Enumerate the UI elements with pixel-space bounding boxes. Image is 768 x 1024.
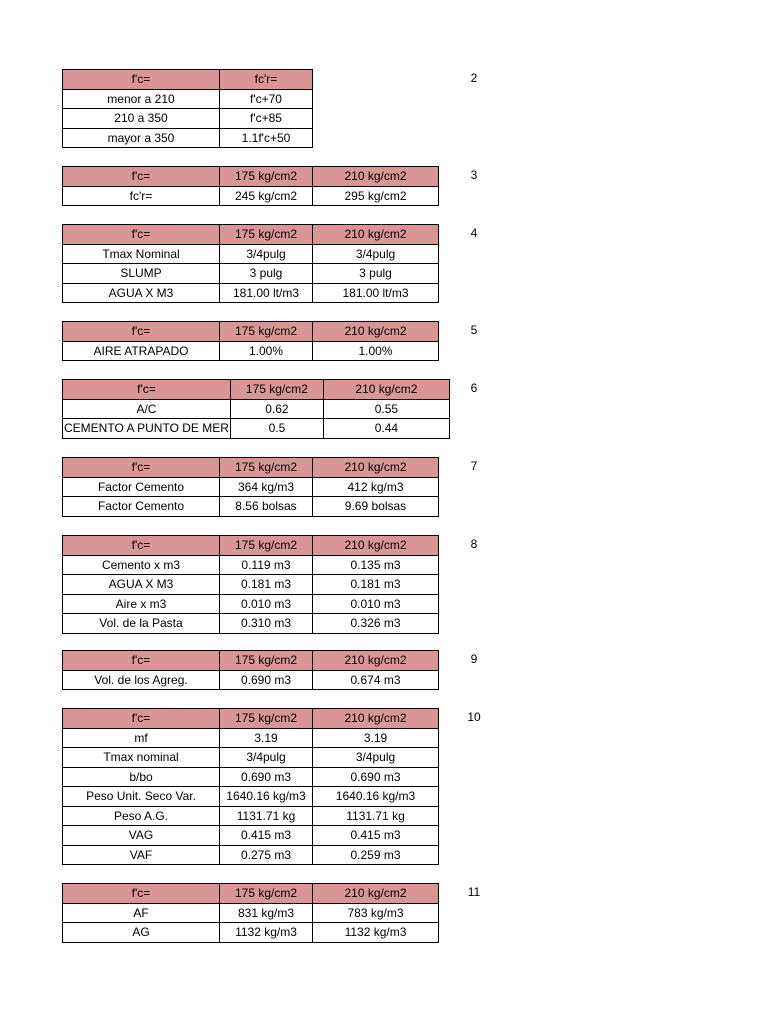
cell[interactable]: 364 kg/m3 bbox=[220, 477, 313, 497]
table-cement-factor bbox=[62, 457, 439, 517]
cell[interactable]: fc'r= bbox=[63, 186, 220, 206]
table-row bbox=[63, 903, 439, 923]
header-row bbox=[63, 322, 439, 342]
header-row bbox=[63, 225, 439, 245]
cell[interactable]: f'c+85 bbox=[220, 109, 313, 129]
cell[interactable]: 210 kg/cm2 bbox=[313, 322, 439, 342]
header-row bbox=[63, 709, 439, 729]
table-water-cement bbox=[62, 379, 450, 439]
cell[interactable]: 0.55 bbox=[323, 399, 449, 419]
cell[interactable]: Vol. de la Pasta bbox=[63, 614, 220, 634]
table-row bbox=[63, 787, 439, 807]
cell[interactable]: f'c= bbox=[63, 167, 220, 187]
cell[interactable]: 0.415 m3 bbox=[313, 826, 439, 846]
cell[interactable]: 210 kg/cm2 bbox=[313, 709, 439, 729]
cell[interactable]: 0.44 bbox=[323, 419, 449, 439]
cell[interactable]: 245 kg/cm2 bbox=[220, 186, 313, 206]
cell[interactable]: f'c= bbox=[63, 884, 220, 904]
cell[interactable]: Vol. de los Agreg. bbox=[63, 670, 220, 690]
cell[interactable]: 0.690 m3 bbox=[220, 670, 313, 690]
cell[interactable]: 0.62 bbox=[230, 399, 323, 419]
cell[interactable]: AGUA X M3 bbox=[63, 575, 220, 595]
cell[interactable]: AIRE ATRAPADO bbox=[63, 341, 220, 361]
cell[interactable]: 783 kg/m3 bbox=[313, 903, 439, 923]
cell[interactable]: Tmax nominal bbox=[63, 748, 220, 768]
table-row bbox=[63, 497, 439, 517]
table-row bbox=[63, 748, 439, 768]
cell[interactable]: 0.326 m3 bbox=[313, 614, 439, 634]
cell[interactable]: 1131.71 kg bbox=[220, 806, 313, 826]
cell[interactable]: Cemento x m3 bbox=[63, 555, 220, 575]
cell[interactable]: 210 a 350 bbox=[63, 109, 220, 129]
section-number: 2 bbox=[470, 71, 478, 85]
cell[interactable]: 0.690 m3 bbox=[220, 767, 313, 787]
cell[interactable]: f'c= bbox=[63, 651, 220, 671]
cell[interactable]: 175 kg/cm2 bbox=[230, 380, 323, 400]
cell[interactable]: 0.415 m3 bbox=[220, 826, 313, 846]
table-row bbox=[63, 128, 313, 148]
section-number: 3 bbox=[470, 168, 478, 182]
table-row bbox=[63, 109, 313, 129]
table-air bbox=[62, 321, 439, 361]
cell[interactable]: 175 kg/cm2 bbox=[220, 167, 313, 187]
table-fcr-values bbox=[62, 166, 439, 206]
cell[interactable]: 0.010 m3 bbox=[220, 594, 313, 614]
cell[interactable]: f'c= bbox=[63, 458, 220, 478]
table-row bbox=[63, 575, 439, 595]
cell[interactable]: A/C bbox=[63, 399, 231, 419]
cell[interactable]: SLUMP bbox=[63, 264, 220, 284]
cell[interactable]: 1131.71 kg bbox=[313, 806, 439, 826]
table-row bbox=[63, 845, 439, 865]
table-aggregates bbox=[62, 708, 439, 865]
cell[interactable]: mayor a 350 bbox=[63, 128, 220, 148]
cell[interactable]: 175 kg/cm2 bbox=[220, 458, 313, 478]
cell[interactable]: menor a 210 bbox=[63, 89, 220, 109]
cell[interactable]: 0.275 m3 bbox=[220, 845, 313, 865]
cell[interactable]: 0.690 m3 bbox=[313, 767, 439, 787]
cell[interactable]: 181.00 lt/m3 bbox=[220, 283, 313, 303]
table-row bbox=[63, 477, 439, 497]
header-row bbox=[63, 380, 450, 400]
table-row bbox=[63, 399, 450, 419]
header-row bbox=[63, 70, 313, 90]
cell[interactable]: CEMENTO A PUNTO DE MER bbox=[63, 419, 231, 439]
cell[interactable]: 0.135 m3 bbox=[313, 555, 439, 575]
cell[interactable]: VAF bbox=[63, 845, 220, 865]
table-row bbox=[63, 767, 439, 787]
table-aggregate-weights bbox=[62, 883, 439, 943]
cell[interactable]: Aire x m3 bbox=[63, 594, 220, 614]
cell[interactable]: 3/4pulg bbox=[313, 748, 439, 768]
cell[interactable]: Factor Cemento bbox=[63, 497, 220, 517]
section-number: 6 bbox=[470, 381, 478, 395]
table-row bbox=[63, 264, 439, 284]
cell[interactable]: 0.119 m3 bbox=[220, 555, 313, 575]
cell[interactable]: 175 kg/cm2 bbox=[220, 225, 313, 245]
cell[interactable]: 0.5 bbox=[230, 419, 323, 439]
cell[interactable]: 295 kg/cm2 bbox=[313, 186, 439, 206]
table-water bbox=[62, 224, 439, 303]
cell[interactable]: Tmax Nominal bbox=[63, 244, 220, 264]
section-number: 5 bbox=[470, 323, 478, 337]
header-row bbox=[63, 651, 439, 671]
cell[interactable]: 1.1f'c+50 bbox=[220, 128, 313, 148]
cell[interactable]: 175 kg/cm2 bbox=[220, 884, 313, 904]
cell[interactable]: 210 kg/cm2 bbox=[313, 651, 439, 671]
cell[interactable]: 1640.16 kg/m3 bbox=[220, 787, 313, 807]
cell[interactable]: 210 kg/cm2 bbox=[313, 536, 439, 556]
section-number: 7 bbox=[470, 459, 478, 473]
cell[interactable]: 831 kg/m3 bbox=[220, 903, 313, 923]
cell[interactable]: 0.310 m3 bbox=[220, 614, 313, 634]
cell[interactable]: Peso A.G. bbox=[63, 806, 220, 826]
table-row bbox=[63, 341, 439, 361]
table-fcr-rules bbox=[62, 69, 313, 148]
cell[interactable]: 0.010 m3 bbox=[313, 594, 439, 614]
table-row bbox=[63, 923, 439, 943]
cell[interactable]: 210 kg/cm2 bbox=[313, 458, 439, 478]
cell[interactable]: f'c= bbox=[63, 380, 231, 400]
cell[interactable]: 0.181 m3 bbox=[313, 575, 439, 595]
section-number: 10 bbox=[467, 710, 481, 724]
table-row bbox=[63, 806, 439, 826]
cell[interactable]: 181.00 lt/m3 bbox=[313, 283, 439, 303]
cell[interactable]: 8.56 bolsas bbox=[220, 497, 313, 517]
table-row bbox=[63, 186, 439, 206]
table-row bbox=[63, 244, 439, 264]
cell[interactable]: 210 kg/cm2 bbox=[313, 225, 439, 245]
cell[interactable]: 1132 kg/m3 bbox=[313, 923, 439, 943]
section-number: 9 bbox=[470, 652, 478, 666]
cell[interactable]: 210 kg/cm2 bbox=[313, 167, 439, 187]
header-row bbox=[63, 536, 439, 556]
cell[interactable]: 3/4pulg bbox=[313, 244, 439, 264]
cell[interactable]: AG bbox=[63, 923, 220, 943]
cell[interactable]: 1.00% bbox=[220, 341, 313, 361]
cell[interactable]: 0.181 m3 bbox=[220, 575, 313, 595]
cell[interactable]: AGUA X M3 bbox=[63, 283, 220, 303]
cell[interactable]: Peso Unit. Seco Var. bbox=[63, 787, 220, 807]
cell[interactable]: b/bo bbox=[63, 767, 220, 787]
cell[interactable]: 210 kg/cm2 bbox=[313, 884, 439, 904]
cell[interactable]: 412 kg/m3 bbox=[313, 477, 439, 497]
table-row bbox=[63, 594, 439, 614]
cell[interactable]: f'c= bbox=[63, 709, 220, 729]
table-aggregate-volume bbox=[62, 650, 439, 690]
cell[interactable]: 210 kg/cm2 bbox=[323, 380, 449, 400]
cell[interactable]: 0.674 m3 bbox=[313, 670, 439, 690]
section-number: 8 bbox=[470, 537, 478, 551]
table-row bbox=[63, 283, 439, 303]
table-row bbox=[63, 89, 313, 109]
table-row bbox=[63, 614, 439, 634]
cell[interactable]: 3.19 bbox=[313, 728, 439, 748]
cell[interactable]: fc'r= bbox=[220, 70, 313, 90]
table-row bbox=[63, 419, 450, 439]
cell[interactable]: f'c= bbox=[63, 322, 220, 342]
table-paste-volume bbox=[62, 535, 439, 634]
cell[interactable]: 175 kg/cm2 bbox=[220, 322, 313, 342]
header-row bbox=[63, 167, 439, 187]
cell[interactable]: Factor Cemento bbox=[63, 477, 220, 497]
table-row bbox=[63, 728, 439, 748]
cell[interactable]: mf bbox=[63, 728, 220, 748]
cell[interactable]: 175 kg/cm2 bbox=[220, 536, 313, 556]
table-row bbox=[63, 670, 439, 690]
section-number: 11 bbox=[467, 885, 481, 899]
cell[interactable]: 3 pulg bbox=[313, 264, 439, 284]
cell[interactable]: 3 pulg bbox=[220, 264, 313, 284]
section-number: 4 bbox=[470, 226, 478, 240]
cell[interactable]: f'c= bbox=[63, 225, 220, 245]
cell[interactable]: 1.00% bbox=[313, 341, 439, 361]
cell[interactable]: 1640.16 kg/m3 bbox=[313, 787, 439, 807]
cell[interactable]: 175 kg/cm2 bbox=[220, 651, 313, 671]
cell[interactable]: 9.69 bolsas bbox=[313, 497, 439, 517]
cell[interactable]: 175 kg/cm2 bbox=[220, 709, 313, 729]
cell[interactable]: f'c+70 bbox=[220, 89, 313, 109]
cell[interactable]: 0.259 m3 bbox=[313, 845, 439, 865]
header-row bbox=[63, 884, 439, 904]
cell[interactable]: AF bbox=[63, 903, 220, 923]
cell[interactable]: VAG bbox=[63, 826, 220, 846]
cell[interactable]: f'c= bbox=[63, 536, 220, 556]
header-row bbox=[63, 458, 439, 478]
cell[interactable]: 3.19 bbox=[220, 728, 313, 748]
cell[interactable]: 3/4pulg bbox=[220, 748, 313, 768]
cell[interactable]: 3/4pulg bbox=[220, 244, 313, 264]
cell[interactable]: 1132 kg/m3 bbox=[220, 923, 313, 943]
table-row bbox=[63, 826, 439, 846]
table-row bbox=[63, 555, 439, 575]
cell[interactable]: f'c= bbox=[63, 70, 220, 90]
